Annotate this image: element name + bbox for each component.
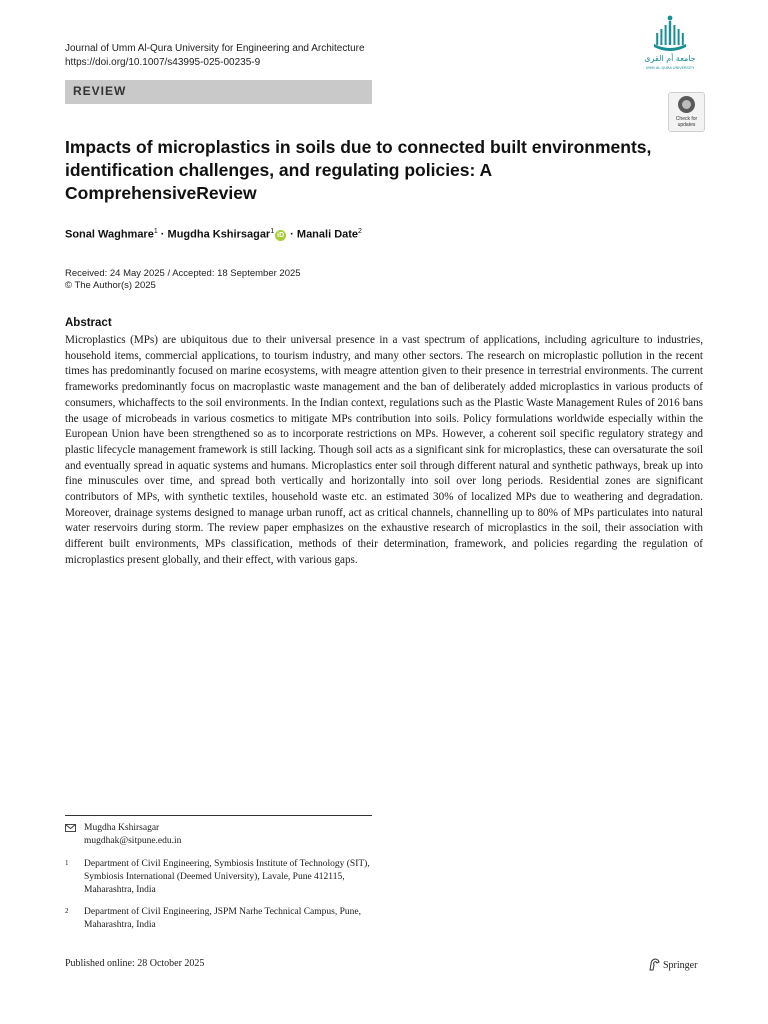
affiliation-number: 1 — [65, 859, 69, 867]
received-accepted: Received: 24 May 2025 / Accepted: 18 September 2025 — [65, 268, 301, 279]
copyright: © The Author(s) 2025 — [65, 280, 156, 291]
author-affiliation-sup: 1 — [153, 228, 158, 235]
journal-header — [65, 42, 365, 70]
crossmark-icon — [678, 96, 695, 113]
author-name[interactable]: Sonal Waghmare — [65, 228, 154, 241]
abstract-text: Microplastics (MPs) are ubiquitous due to their universal presence in a vast spectrum of applications, including agriculture to industries, household items, commercial applications, to tourism industry, and many other sectors. The research on microplastic pollution in the recent times has predominantly focused on marine ecosystems, with meagre attention given to their presence in terrestrial environments. The current frameworks predominantly focus on macroplastic waste management and the ban of deliberately added microplastics in various products of consumers, whichaffects to the soil environments. In the Indian context, regulations such as the Plastic Waste Management Rules of 2016 bans the usage of microbeads in various cosmetics to mitigate MPs contribution into soils. Policy formulations worldwide especially within the European Union have been strengthened so as to incorporate restrictions on MPs. However, a coherent soil specific regulatory strategy and plastic lifecycle management framework is still lacking. Though soil acts as a significant sink for microplastics, these can oversaturate the soil and eventually spread in aquatic systems and humans. Microplastics enter soil through different natural and synthetic pathways, break up into fine minuscules over time, and spread both vertically and horizontally into soil over long periods. Residential zones are significant contributors of MPs, with synthetic textiles, household waste etc. an estimated 30% of localized MPs due to weathering and degradation. Moreover, drainage systems designed to manage urban runoff, act as critical channels, channelling up to 80% of MPs particulates into natural water reservoirs during storm. The review paper emphasizes on the exhaustive research of microplastics in the soil, their association with different built environments, MPs classification, methods of their determination, framework, and policies regarding the regulation of microplastics present globally, and their effect, with various gaps. — [65, 334, 703, 566]
author-affiliation-sup: 2 — [358, 228, 362, 235]
check-for-updates-badge[interactable] — [668, 92, 705, 132]
author-affiliation-sup: 1 — [270, 228, 275, 235]
logo-emblem-icon — [632, 14, 708, 72]
article-dates — [65, 268, 301, 292]
author-list: Sonal Waghmare$^1$ · Mugdha Kshirsagar$^1$iD · Manali Date$^2$ — [65, 228, 362, 241]
abstract-heading: Abstract — [65, 317, 112, 329]
publisher-logo — [648, 958, 697, 971]
university-logo — [632, 14, 708, 72]
publisher-name: Springer — [663, 960, 698, 971]
section-label: REVIEW — [73, 84, 127, 98]
orcid-icon[interactable]: iD — [277, 231, 285, 239]
section-label-bar — [65, 80, 372, 104]
logo-caption: UMM AL-QURA UNIVERSITY — [645, 66, 695, 70]
affiliation-text: Department of Civil Engineering, Symbiosis Institute of Technology (SIT), Symbiosis International (Deemed University), Lavale, Pune 412115, Maharashtra, India — [84, 859, 370, 895]
affiliation-text: Department of Civil Engineering, JSPM Narhe Technical Campus, Pune, Maharashtra, India — [84, 907, 361, 930]
envelope-icon — [65, 824, 76, 832]
published-date: Published online: 28 October 2025 — [65, 958, 205, 969]
footnote-divider — [65, 815, 372, 816]
doi-link[interactable]: https://doi.org/10.1007/s43995-025-00235-9 — [65, 57, 261, 68]
author-name[interactable]: Manali Date — [296, 228, 359, 241]
affiliation-number: 2 — [65, 907, 69, 915]
logo-arabic: جامعة أم القرى — [644, 54, 696, 63]
corresponding-email[interactable]: mugdhak@sitpune.edu.in — [84, 836, 182, 846]
author-name[interactable]: Mugdha Kshirsagar — [167, 228, 271, 241]
crossmark-line1: Check for — [675, 116, 698, 122]
corresponding-name: Mugdha Kshirsagar — [84, 823, 160, 833]
article-title: Impacts of microplastics in soils due to connected built environments, identification challenges, and regulating policies: A ComprehensiveReview — [65, 137, 652, 203]
journal-name: Journal of Umm Al-Qura University for Engineering and Architecture — [65, 43, 365, 54]
springer-horse-icon — [648, 958, 660, 971]
crossmark-line2: updates — [677, 122, 696, 128]
